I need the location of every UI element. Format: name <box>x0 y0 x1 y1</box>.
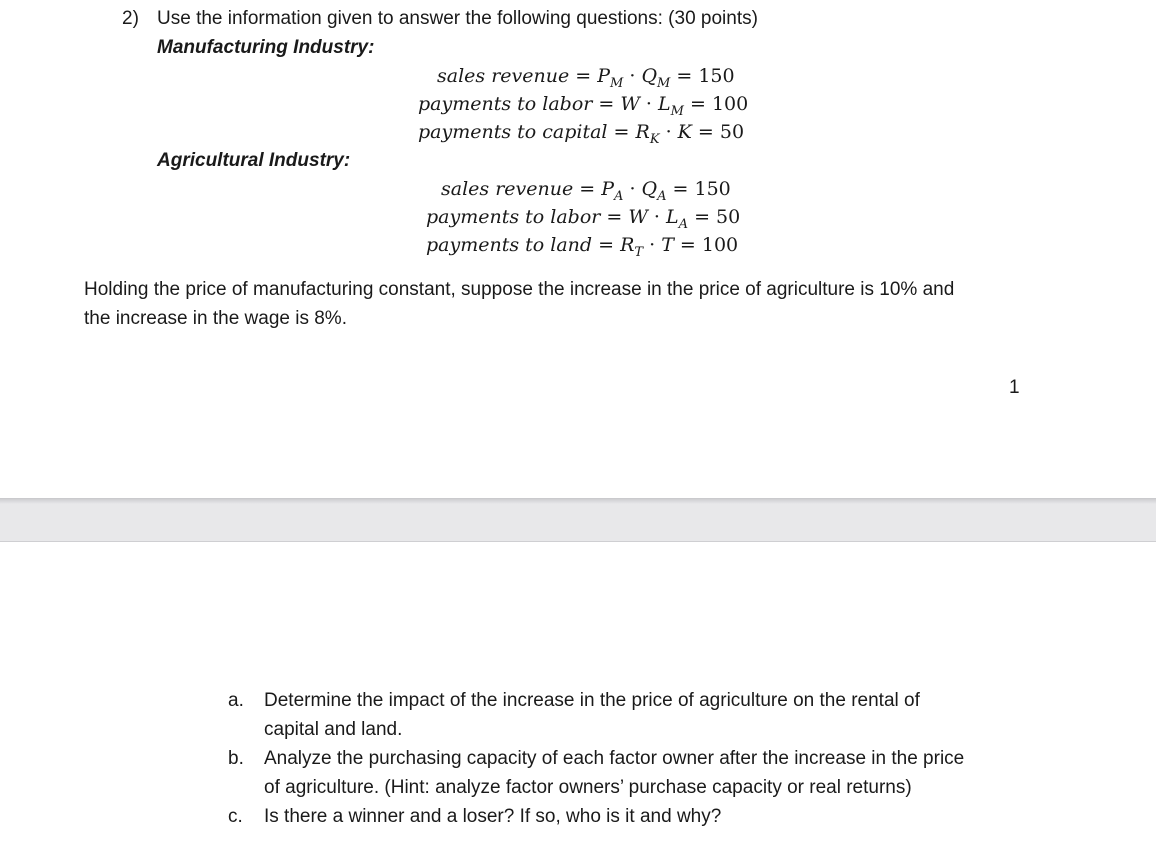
page-separator-shadow <box>0 498 1156 504</box>
equation-var: R <box>635 121 650 143</box>
document-page-2 <box>0 542 1156 868</box>
list-marker-b: b. <box>228 748 244 769</box>
agricultural-equation-sales: sales revenue = $P_A \cdot Q_A = 150$ <box>441 178 731 204</box>
agricultural-equation-land: payments to land = $R_T \cdot T = 100$ <box>426 234 739 260</box>
equation-var: K <box>677 121 692 143</box>
manufacturing-equation-capital: payments to capital = $R_K \cdot K = 50$ <box>418 121 745 147</box>
list-item-b-line-2: of agriculture. (Hint: analyze factor owners’ purchase capacity or real returns) <box>264 777 912 798</box>
question-text: Use the information given to answer the following questions: (30 points) <box>157 8 758 29</box>
equation-lhs: payments to land <box>426 234 593 256</box>
equation-value: 150 <box>698 65 735 87</box>
equation-var: P <box>601 178 615 200</box>
equation-lhs: sales revenue <box>437 65 570 87</box>
list-item-b-line-1: Analyze the purchasing capacity of each factor owner after the increase in the price <box>264 748 965 769</box>
equation-var: L <box>658 93 671 115</box>
equation-value: 100 <box>701 234 739 256</box>
equation-lhs: sales revenue <box>441 178 574 200</box>
page-number: 1 <box>1009 377 1020 398</box>
equation-lhs: payments to capital <box>418 121 608 143</box>
equation-lhs: payments to labor <box>418 93 593 115</box>
list-marker-a: a. <box>228 690 244 711</box>
equation-subscript: A <box>614 189 624 204</box>
agricultural-heading: Agricultural Industry: <box>157 150 351 171</box>
equation-subscript: M <box>670 104 684 119</box>
manufacturing-heading: Manufacturing Industry: <box>157 37 375 58</box>
list-item-a-line-1: Determine the impact of the increase in the price of agriculture on the rental of <box>264 690 920 711</box>
equation-subscript: M <box>657 76 671 91</box>
list-item-c-line-1: Is there a winner and a loser? If so, who is it and why? <box>264 806 722 827</box>
equation-subscript: A <box>678 217 689 232</box>
equation-subscript: K <box>649 132 660 147</box>
equation-subscript: T <box>634 245 644 260</box>
equation-var: Q <box>641 178 658 200</box>
list-marker-c: c. <box>228 806 243 827</box>
equation-value: 150 <box>694 178 731 200</box>
equation-value: 50 <box>716 206 741 228</box>
equation-var: Q <box>641 65 658 87</box>
equation-value: 100 <box>711 93 749 115</box>
equation-subscript: A <box>657 189 667 204</box>
paragraph-line-2: the increase in the wage is 8%. <box>84 308 347 329</box>
equation-value: 50 <box>719 121 745 143</box>
equation-var: W <box>628 206 648 228</box>
equation-subscript: M <box>610 76 624 91</box>
manufacturing-equation-sales: sales revenue = $P_M \cdot Q_M = 150$ <box>437 65 735 91</box>
equation-var: W <box>620 93 640 115</box>
equation-lhs: payments to labor <box>426 206 601 228</box>
agricultural-equation-labor: payments to labor = $W \cdot L_A = 50$ <box>426 206 741 232</box>
equation-var: P <box>597 65 611 87</box>
equation-var: R <box>620 234 635 256</box>
manufacturing-equation-labor: payments to labor = $W \cdot L_M = 100$ <box>418 93 749 119</box>
equation-var: L <box>666 206 679 228</box>
paragraph-line-1: Holding the price of manufacturing constant, suppose the increase in the price of agriculture is 10% and <box>84 279 955 300</box>
page-separator <box>0 498 1156 542</box>
list-item-a-line-2: capital and land. <box>264 719 403 740</box>
equation-var: T <box>661 234 674 256</box>
question-number: 2) <box>122 8 139 29</box>
